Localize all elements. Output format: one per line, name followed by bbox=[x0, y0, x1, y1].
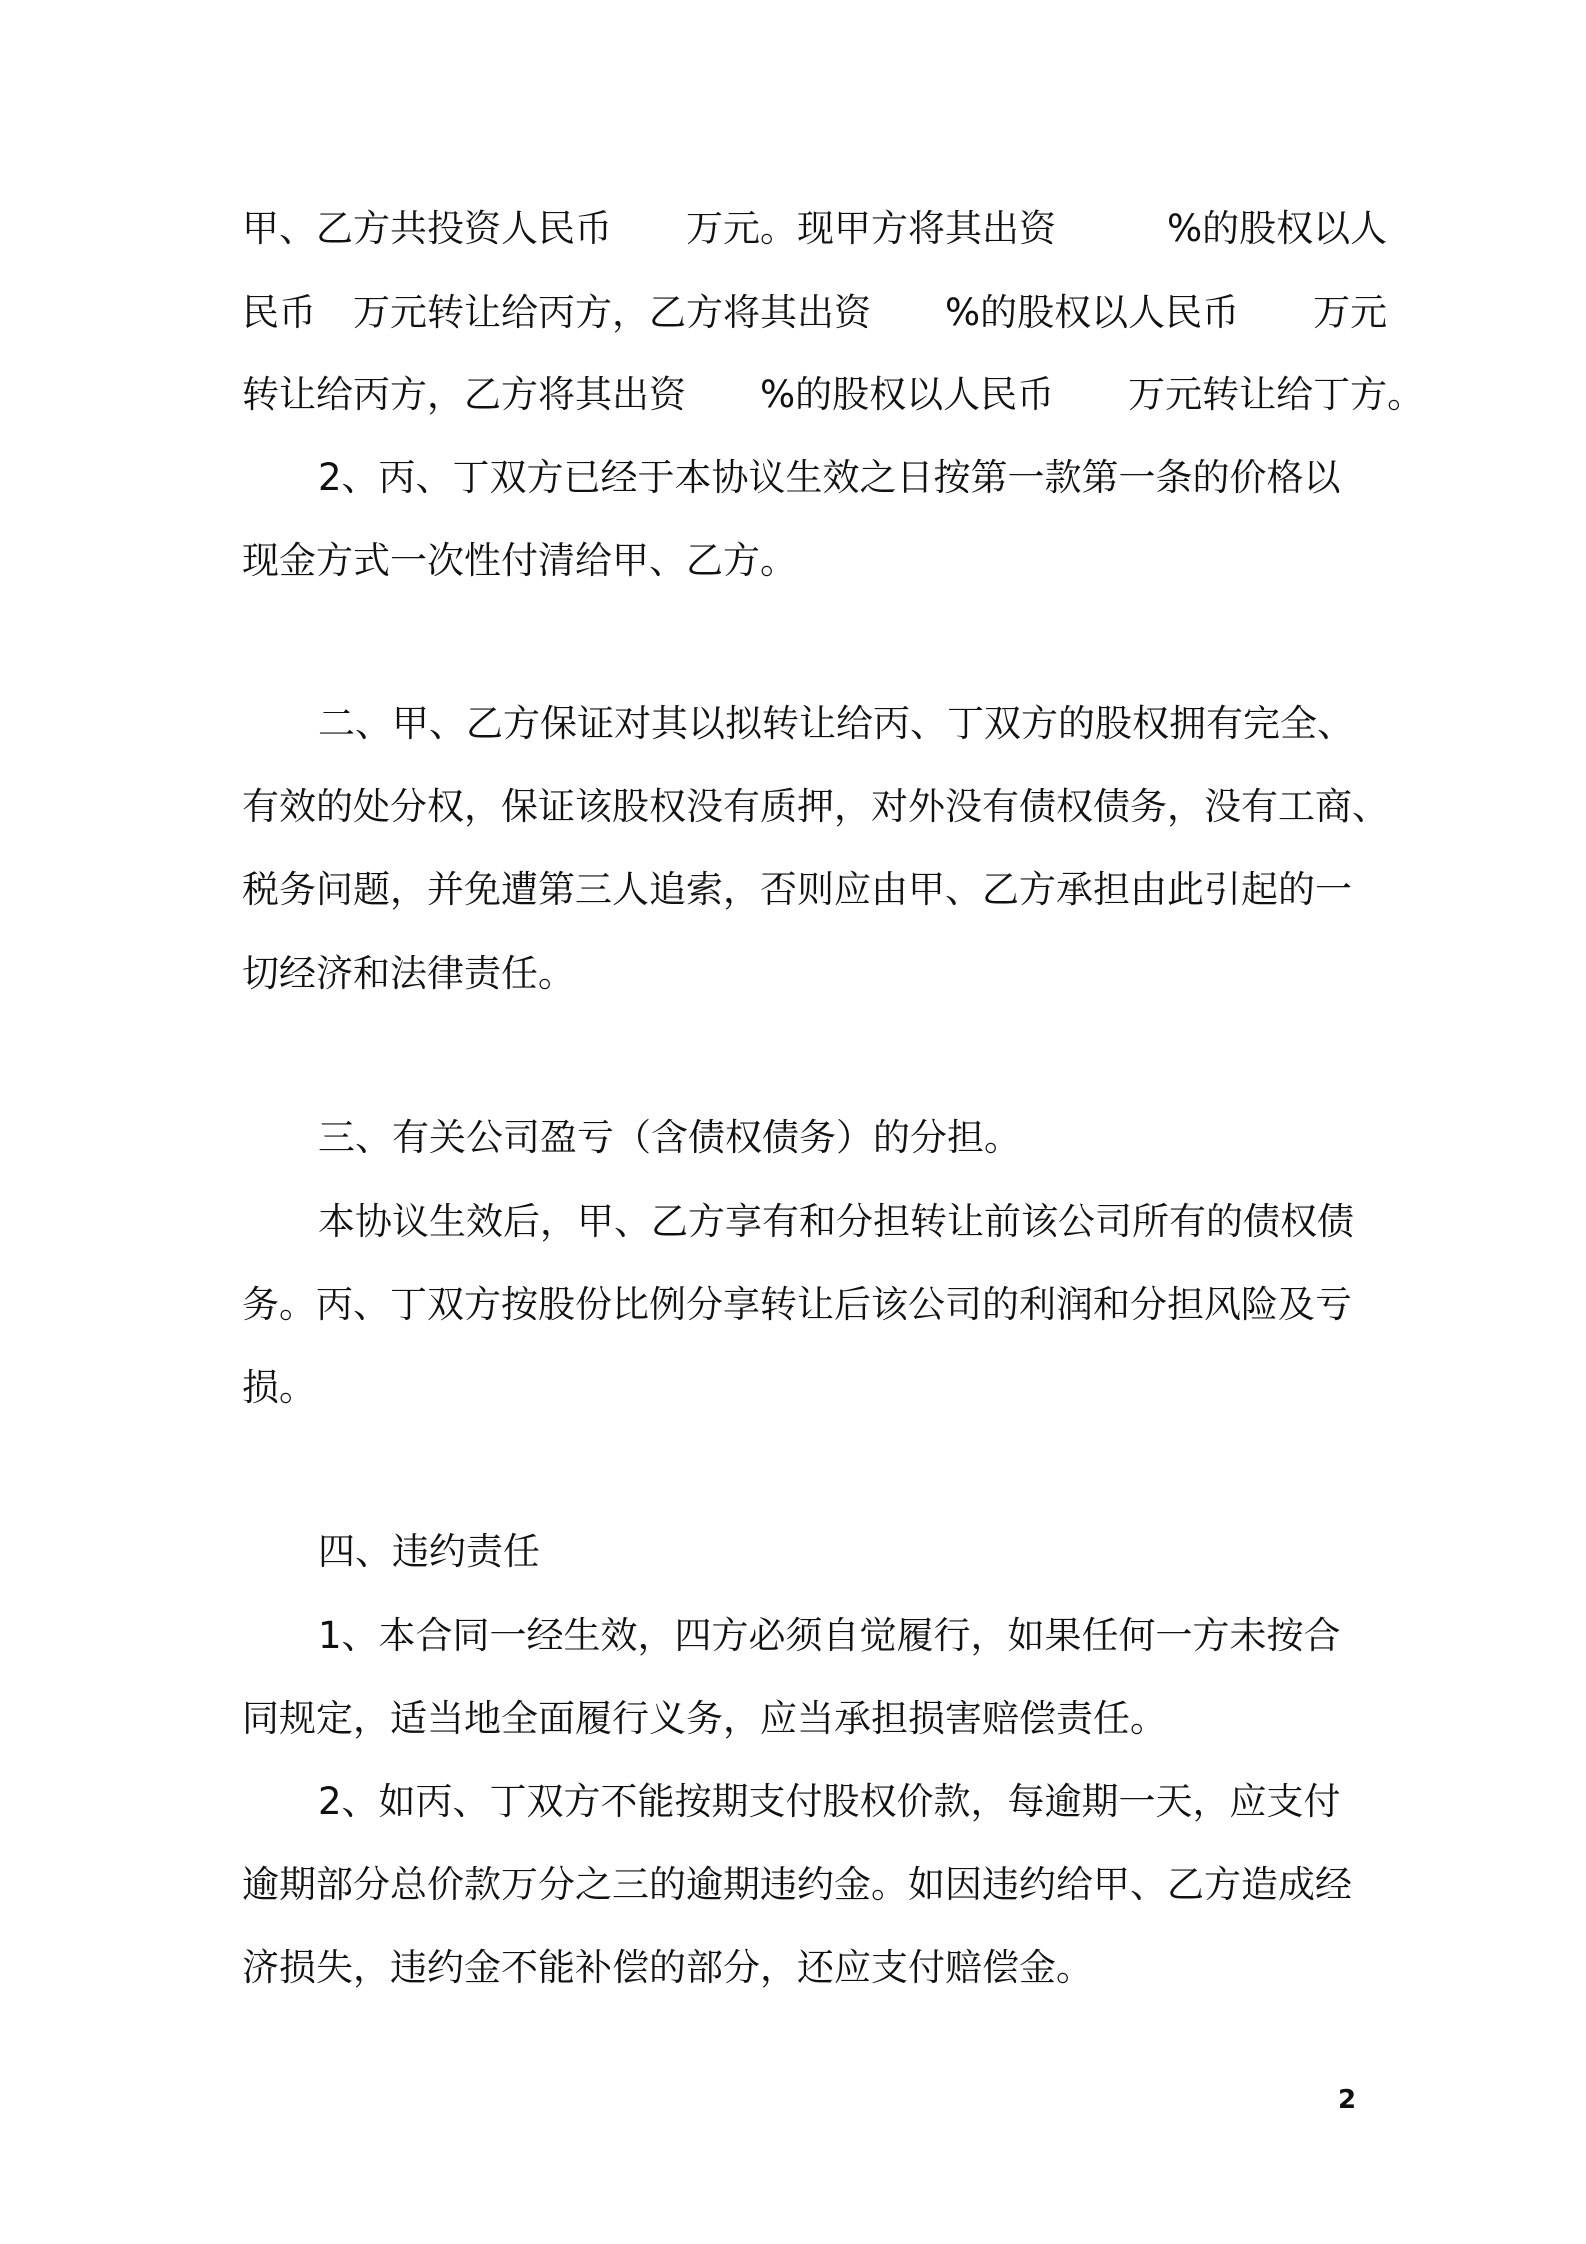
paragraph-line: 现金方式一次性付清给甲、乙方。 bbox=[242, 539, 797, 582]
section-heading: 三、有关公司盈亏（含债权债务）的分担。 bbox=[318, 1116, 1021, 1159]
paragraph-line: 有效的处分权，保证该股权没有质押，对外没有债权债务，没有工商、 bbox=[242, 785, 1389, 828]
paragraph-line: 2、如丙、丁双方不能按期支付股权价款，每逾期一天，应支付 bbox=[318, 1780, 1341, 1823]
paragraph-line: 二、甲、乙方保证对其以拟转让给丙、丁双方的股权拥有完全、 bbox=[318, 702, 1354, 745]
paragraph-line: 损。 bbox=[242, 1366, 316, 1409]
paragraph-line: 2、丙、丁双方已经于本协议生效之日按第一款第一条的价格以 bbox=[318, 456, 1341, 499]
paragraph-line: 务。丙、丁双方按股份比例分享转让后该公司的利润和分担风险及亏 bbox=[242, 1283, 1352, 1326]
paragraph-line: 甲、乙方共投资人民币 万元。现甲方将其出资 %的股权以人 bbox=[242, 207, 1388, 250]
paragraph-line: 转让给丙方，乙方将其出资 %的股权以人民币 万元转让给丁方。 bbox=[242, 373, 1425, 416]
paragraph-line: 逾期部分总价款万分之三的逾期违约金。如因违约给甲、乙方造成经 bbox=[242, 1863, 1352, 1906]
section-heading: 四、违约责任 bbox=[318, 1530, 540, 1573]
paragraph-line: 本协议生效后，甲、乙方享有和分担转让前该公司所有的债权债 bbox=[318, 1200, 1354, 1243]
paragraph-line: 切经济和法律责任。 bbox=[242, 952, 575, 995]
paragraph-line: 税务问题，并免遭第三人追索，否则应由甲、乙方承担由此引起的一 bbox=[242, 868, 1352, 911]
page-number: 2 bbox=[1338, 2085, 1357, 2115]
paragraph-line: 民币 万元转让给丙方，乙方将其出资 %的股权以人民币 万元 bbox=[242, 291, 1388, 334]
paragraph-line: 济损失，违约金不能补偿的部分，还应支付赔偿金。 bbox=[242, 1946, 1093, 1989]
paragraph-line: 1、本合同一经生效，四方必须自觉履行，如果任何一方未按合 bbox=[318, 1614, 1341, 1657]
paragraph-line: 同规定，适当地全面履行义务，应当承担损害赔偿责任。 bbox=[242, 1697, 1167, 1740]
